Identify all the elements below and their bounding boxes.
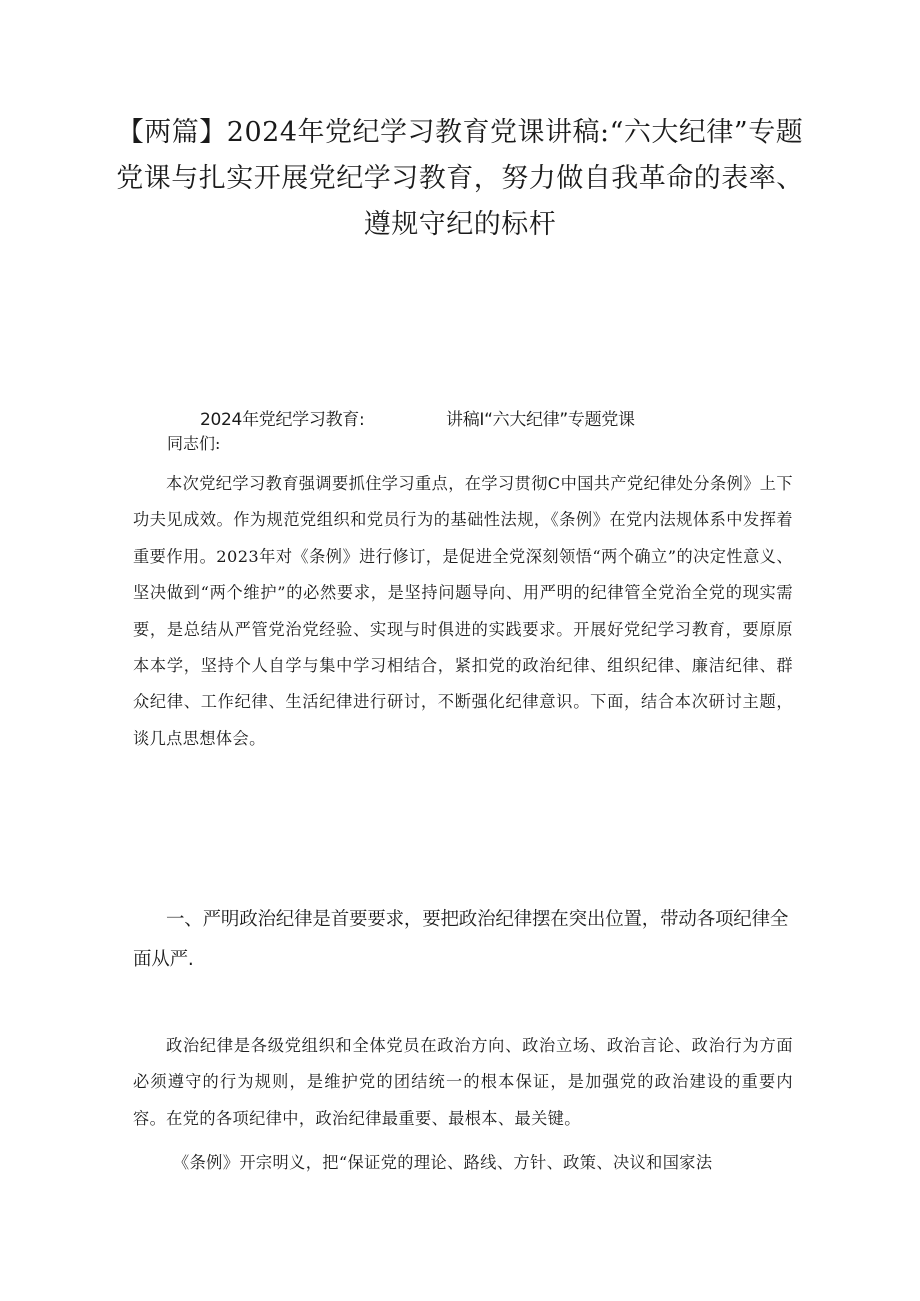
section-heading-1: 一、严明政治纪律是首要要求，要把政治纪律摆在突出位置，带动各项纪律全面从严. [133, 909, 789, 970]
body-paragraph-1: 本次党纪学习教育强调要抓住学习重点，在学习贯彻C中国共产党纪律处分条例》上下功夫见成效。作为规范党组织和党员行为的基础性法规，《条例》在党内法规体系中发挥着重要作用。2023年对《条例》进行修订，是促进全党深刻领悟“两个确立”的决定性意义、坚决做到“两个维护”的必然要求，是坚持问题导向、用严明的纪律管全党治全党的现实需要，是总结从严管党治党经验、实现与时俱进的实践要求。开展好党纪学习教育，要原原本本学，坚持个人自学与集中学习相结合，紧扣党的政治纪律、组织纪律、廉洁纪律、群众纪律、工作纪律、生活纪律进行研讨，不断强化纪律意识。下面，结合本次研讨主题，谈几点思想体会。 [133, 474, 793, 748]
subtitle-left: 2024年党纪学习教育: [200, 410, 365, 430]
subtitle-right: 讲稿I“六大纪律”专题党课 [446, 410, 635, 430]
body-paragraph-3: 《条例》开宗明义，把“保证党的理论、路线、方针、政策、决议和国家法 [173, 1153, 713, 1172]
body-paragraph-2: 政治纪律是各级党组织和全体党员在政治方向、政治立场、政治言论、政治行为方面必须遵守的行为规则，是维护党的团结统一的根本保证，是加强党的政治建设的重要内容。在党的各项纪律中，政治纪律最重要、最根本、最关键。 [133, 1036, 793, 1128]
greeting: 同志们: [167, 434, 221, 453]
document-title: 【两篇】2024年党纪学习教育党课讲稿:“六大纪律”专题党课与扎实开展党纪学习教育，努力做自我革命的表率、遵规守纪的标杆 [116, 117, 804, 240]
